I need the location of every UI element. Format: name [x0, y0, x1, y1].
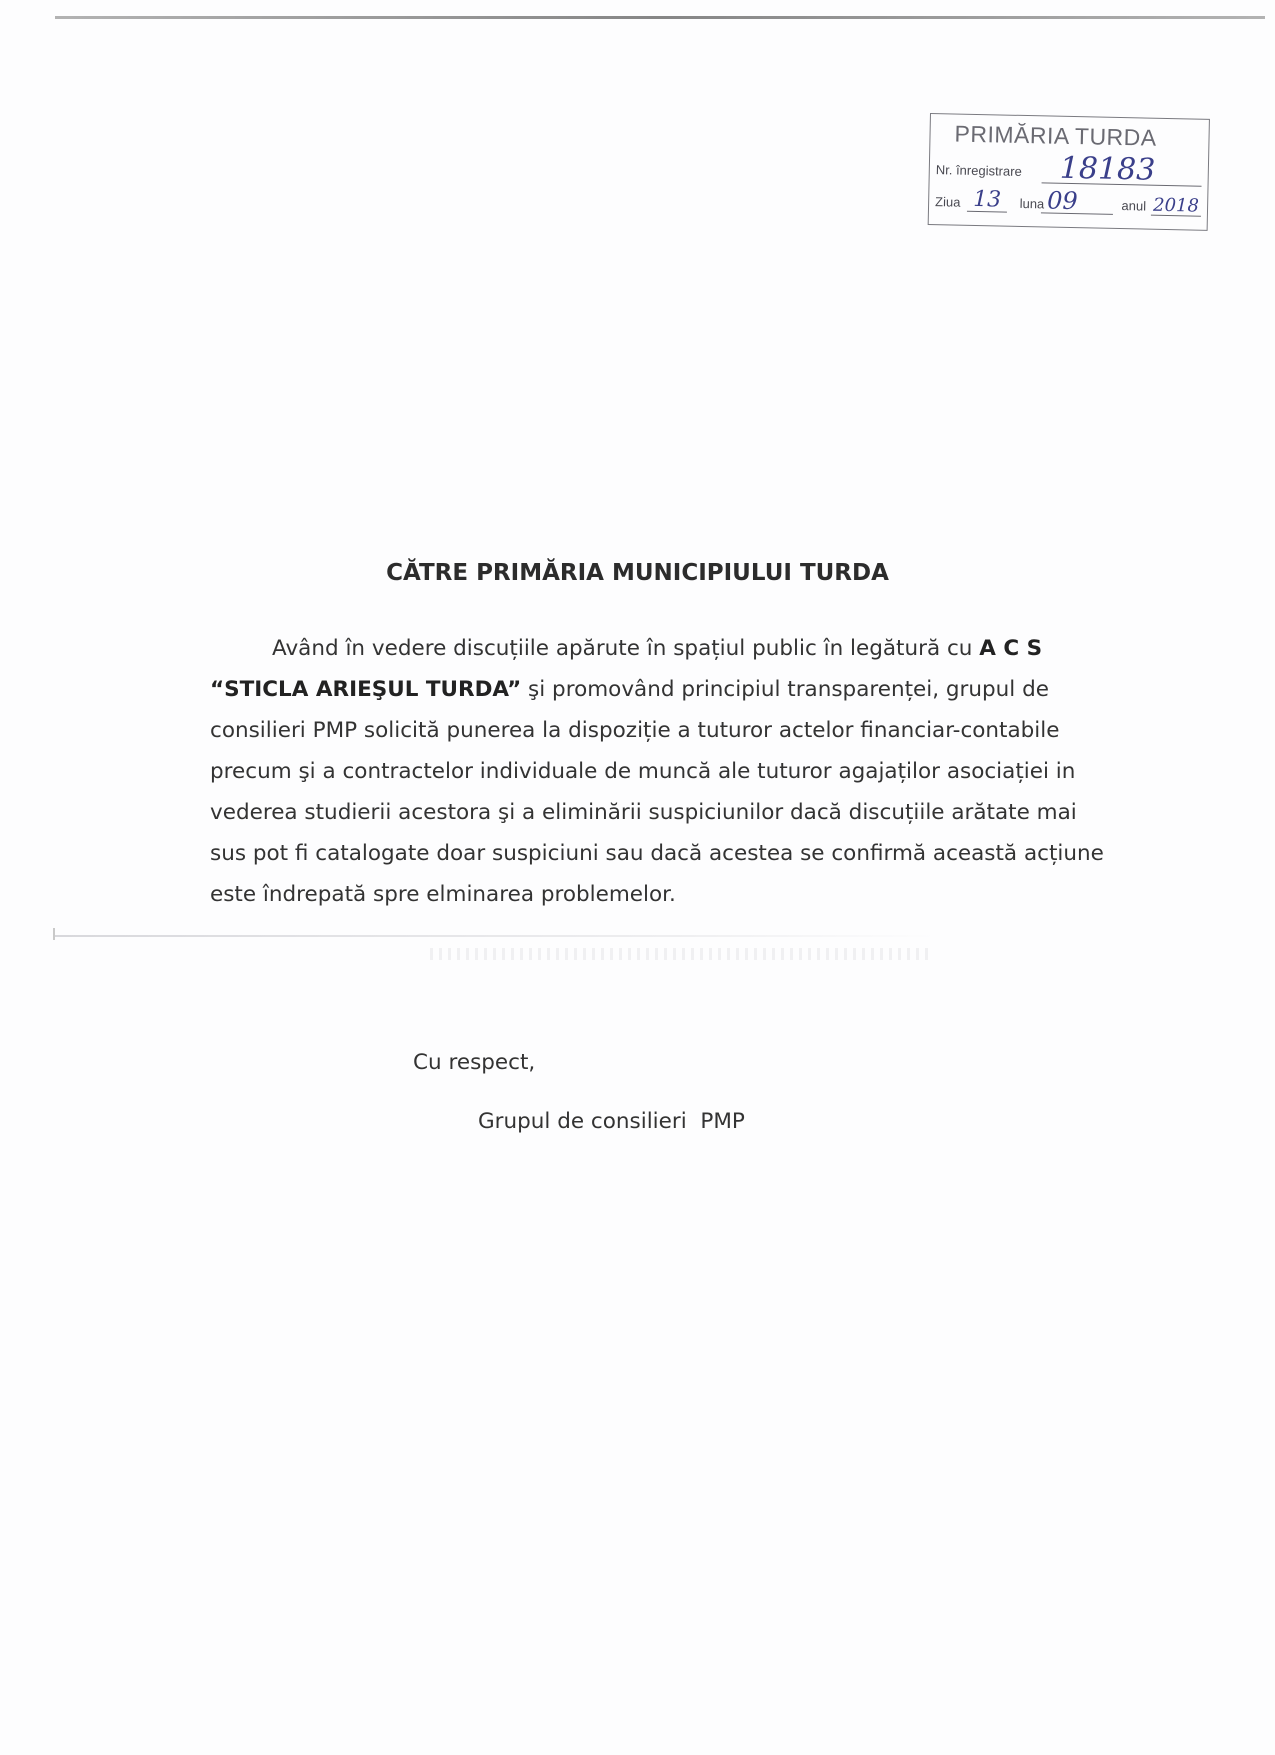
registration-stamp — [928, 113, 1210, 231]
body-bold-entity: “STICLA ARIEŞUL TURDA” — [210, 677, 522, 702]
fold-mark — [53, 928, 55, 940]
stamp-month-label: luna — [1019, 195, 1045, 212]
body-line: precum şi a contractelor individuale de muncă ale tuturor agajaților asociației in — [210, 759, 1076, 784]
body-line: sus pot fi catalogate doar suspiciuni sau dacă acestea se confirmă această acțiune — [210, 841, 1104, 866]
document-body — [210, 628, 1155, 915]
closing-salutation: Cu respect, — [413, 1050, 536, 1075]
stamp-registration-number: 18183 — [1059, 150, 1156, 188]
stamp-month-value: 09 — [1046, 186, 1079, 216]
stamp-day-value: 13 — [972, 186, 1002, 213]
stamp-registration-row — [936, 162, 1022, 179]
stamp-year-value: 2018 — [1152, 194, 1200, 217]
body-line: vederea studierii acestora şi a eliminării suspiciunilor dacă discuțiile arătate mai — [210, 800, 1077, 825]
body-line: Având în vedere discuțiile apărute în spațiul public în legătură cu A C S — [272, 636, 1043, 661]
body-line: “STICLA ARIEŞUL TURDA” şi promovând principiul transparenței, grupul de — [210, 677, 1049, 702]
paper-fold-line — [55, 935, 935, 937]
body-line: consilieri PMP solicită punerea la dispoziție a tuturor actelor financiar-contabile — [210, 718, 1060, 743]
stamp-year-label: anul — [1121, 198, 1147, 214]
stamp-title: PRIMĂRIA TURDA — [954, 120, 1157, 151]
stamp-registration-label: Nr. înregistrare — [935, 162, 1022, 179]
scan-smudge — [430, 948, 930, 960]
body-bold-acs: A C S — [979, 636, 1043, 661]
stamp-day-label: Ziua — [934, 194, 961, 210]
page-top-edge — [55, 16, 1265, 19]
document-title: CĂTRE PRIMĂRIA MUNICIPIULUI TURDA — [386, 560, 889, 586]
signature-line: Grupul de consilieri PMP — [478, 1109, 745, 1134]
body-line: este îndrepată spre elminarea problemelor. — [210, 882, 676, 907]
